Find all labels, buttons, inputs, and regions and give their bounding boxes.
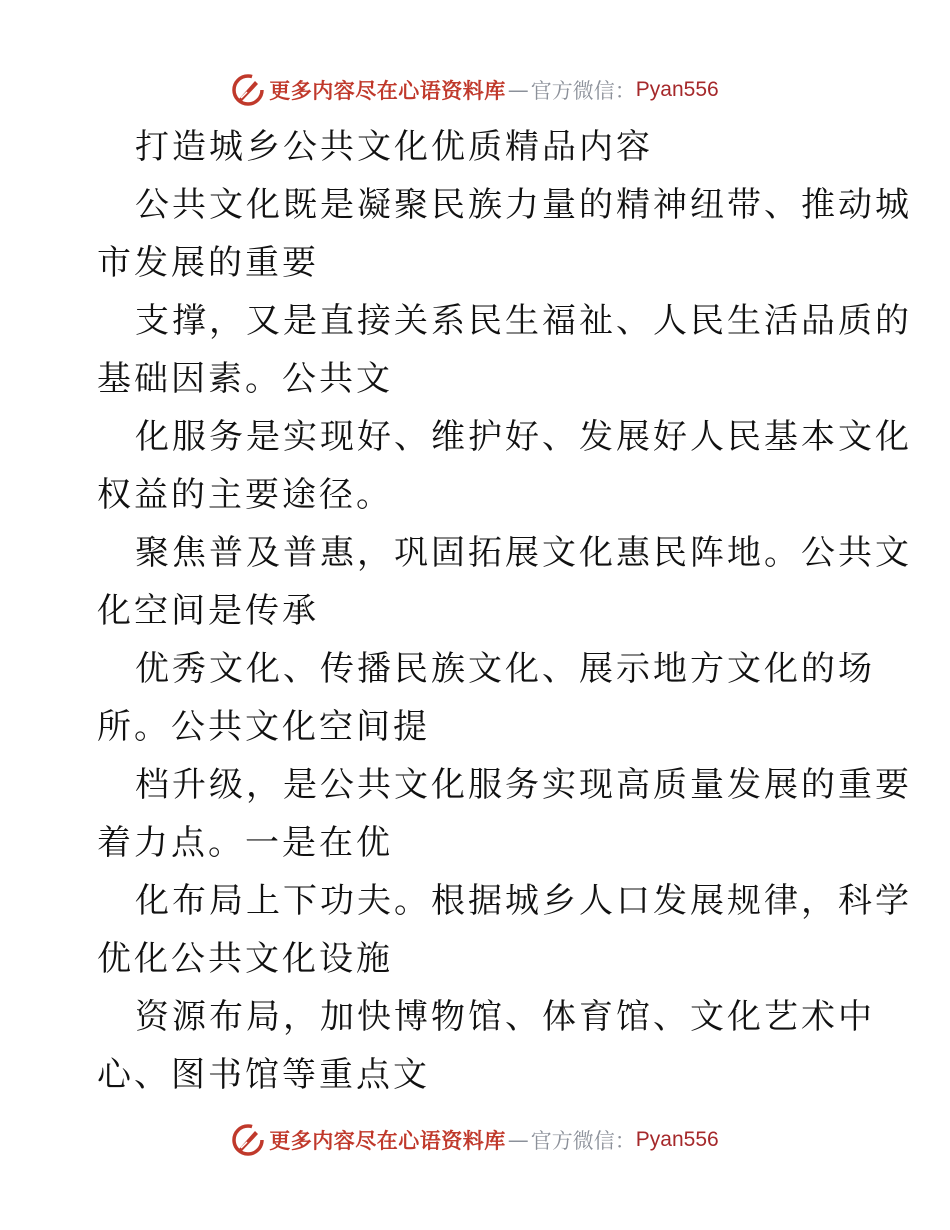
paragraph-line: 档升级，是公共文化服务实现高质量发展的重要 — [135, 765, 912, 805]
document-body — [97, 118, 912, 1104]
header-banner — [0, 70, 950, 110]
paragraph-line: 资源布局，加快博物馆、体育馆、文化艺术中 — [135, 997, 875, 1037]
paragraph-line: 优化公共文化设施 — [97, 939, 393, 979]
header-brand-text: 更多内容尽在心语资料库 — [269, 79, 506, 103]
footer-wechat-id: Pyan556 — [635, 1128, 719, 1151]
paragraph-line: 化空间是传承 — [97, 591, 319, 631]
header-wechat-id: Pyan556 — [635, 78, 719, 101]
document-title-line: 打造城乡公共文化优质精品内容 — [135, 127, 653, 167]
paragraph-line: 权益的主要途径。 — [97, 475, 393, 515]
paragraph-line: 心、图书馆等重点文 — [97, 1055, 430, 1095]
quill-logo-icon — [231, 1123, 265, 1157]
paragraph-line: 化服务是实现好、维护好、发展好人民基本文化 — [135, 417, 912, 457]
footer-banner — [0, 1120, 950, 1160]
paragraph-line: 支撑，又是直接关系民生福祉、人民生活品质的 — [135, 301, 912, 341]
paragraph-line: 聚焦普及普惠，巩固拓展文化惠民阵地。公共文 — [135, 533, 912, 573]
header-separator: — — [507, 78, 529, 102]
paragraph-line: 基础因素。公共文 — [97, 359, 393, 399]
footer-wechat-label: 官方微信： — [530, 1129, 636, 1153]
quill-logo-icon — [231, 73, 265, 107]
paragraph-line: 所。公共文化空间提 — [97, 707, 430, 747]
footer-separator: — — [507, 1128, 529, 1152]
footer-brand-text: 更多内容尽在心语资料库 — [269, 1129, 506, 1153]
paragraph-line: 优秀文化、传播民族文化、展示地方文化的场 — [135, 649, 875, 689]
paragraph-line: 着力点。一是在优 — [97, 823, 393, 863]
paragraph-line: 化布局上下功夫。根据城乡人口发展规律，科学 — [135, 881, 912, 921]
header-wechat-label: 官方微信： — [530, 79, 636, 103]
paragraph-line: 公共文化既是凝聚民族力量的精神纽带、推动城 — [135, 185, 912, 225]
paragraph-line: 市发展的重要 — [97, 243, 319, 283]
